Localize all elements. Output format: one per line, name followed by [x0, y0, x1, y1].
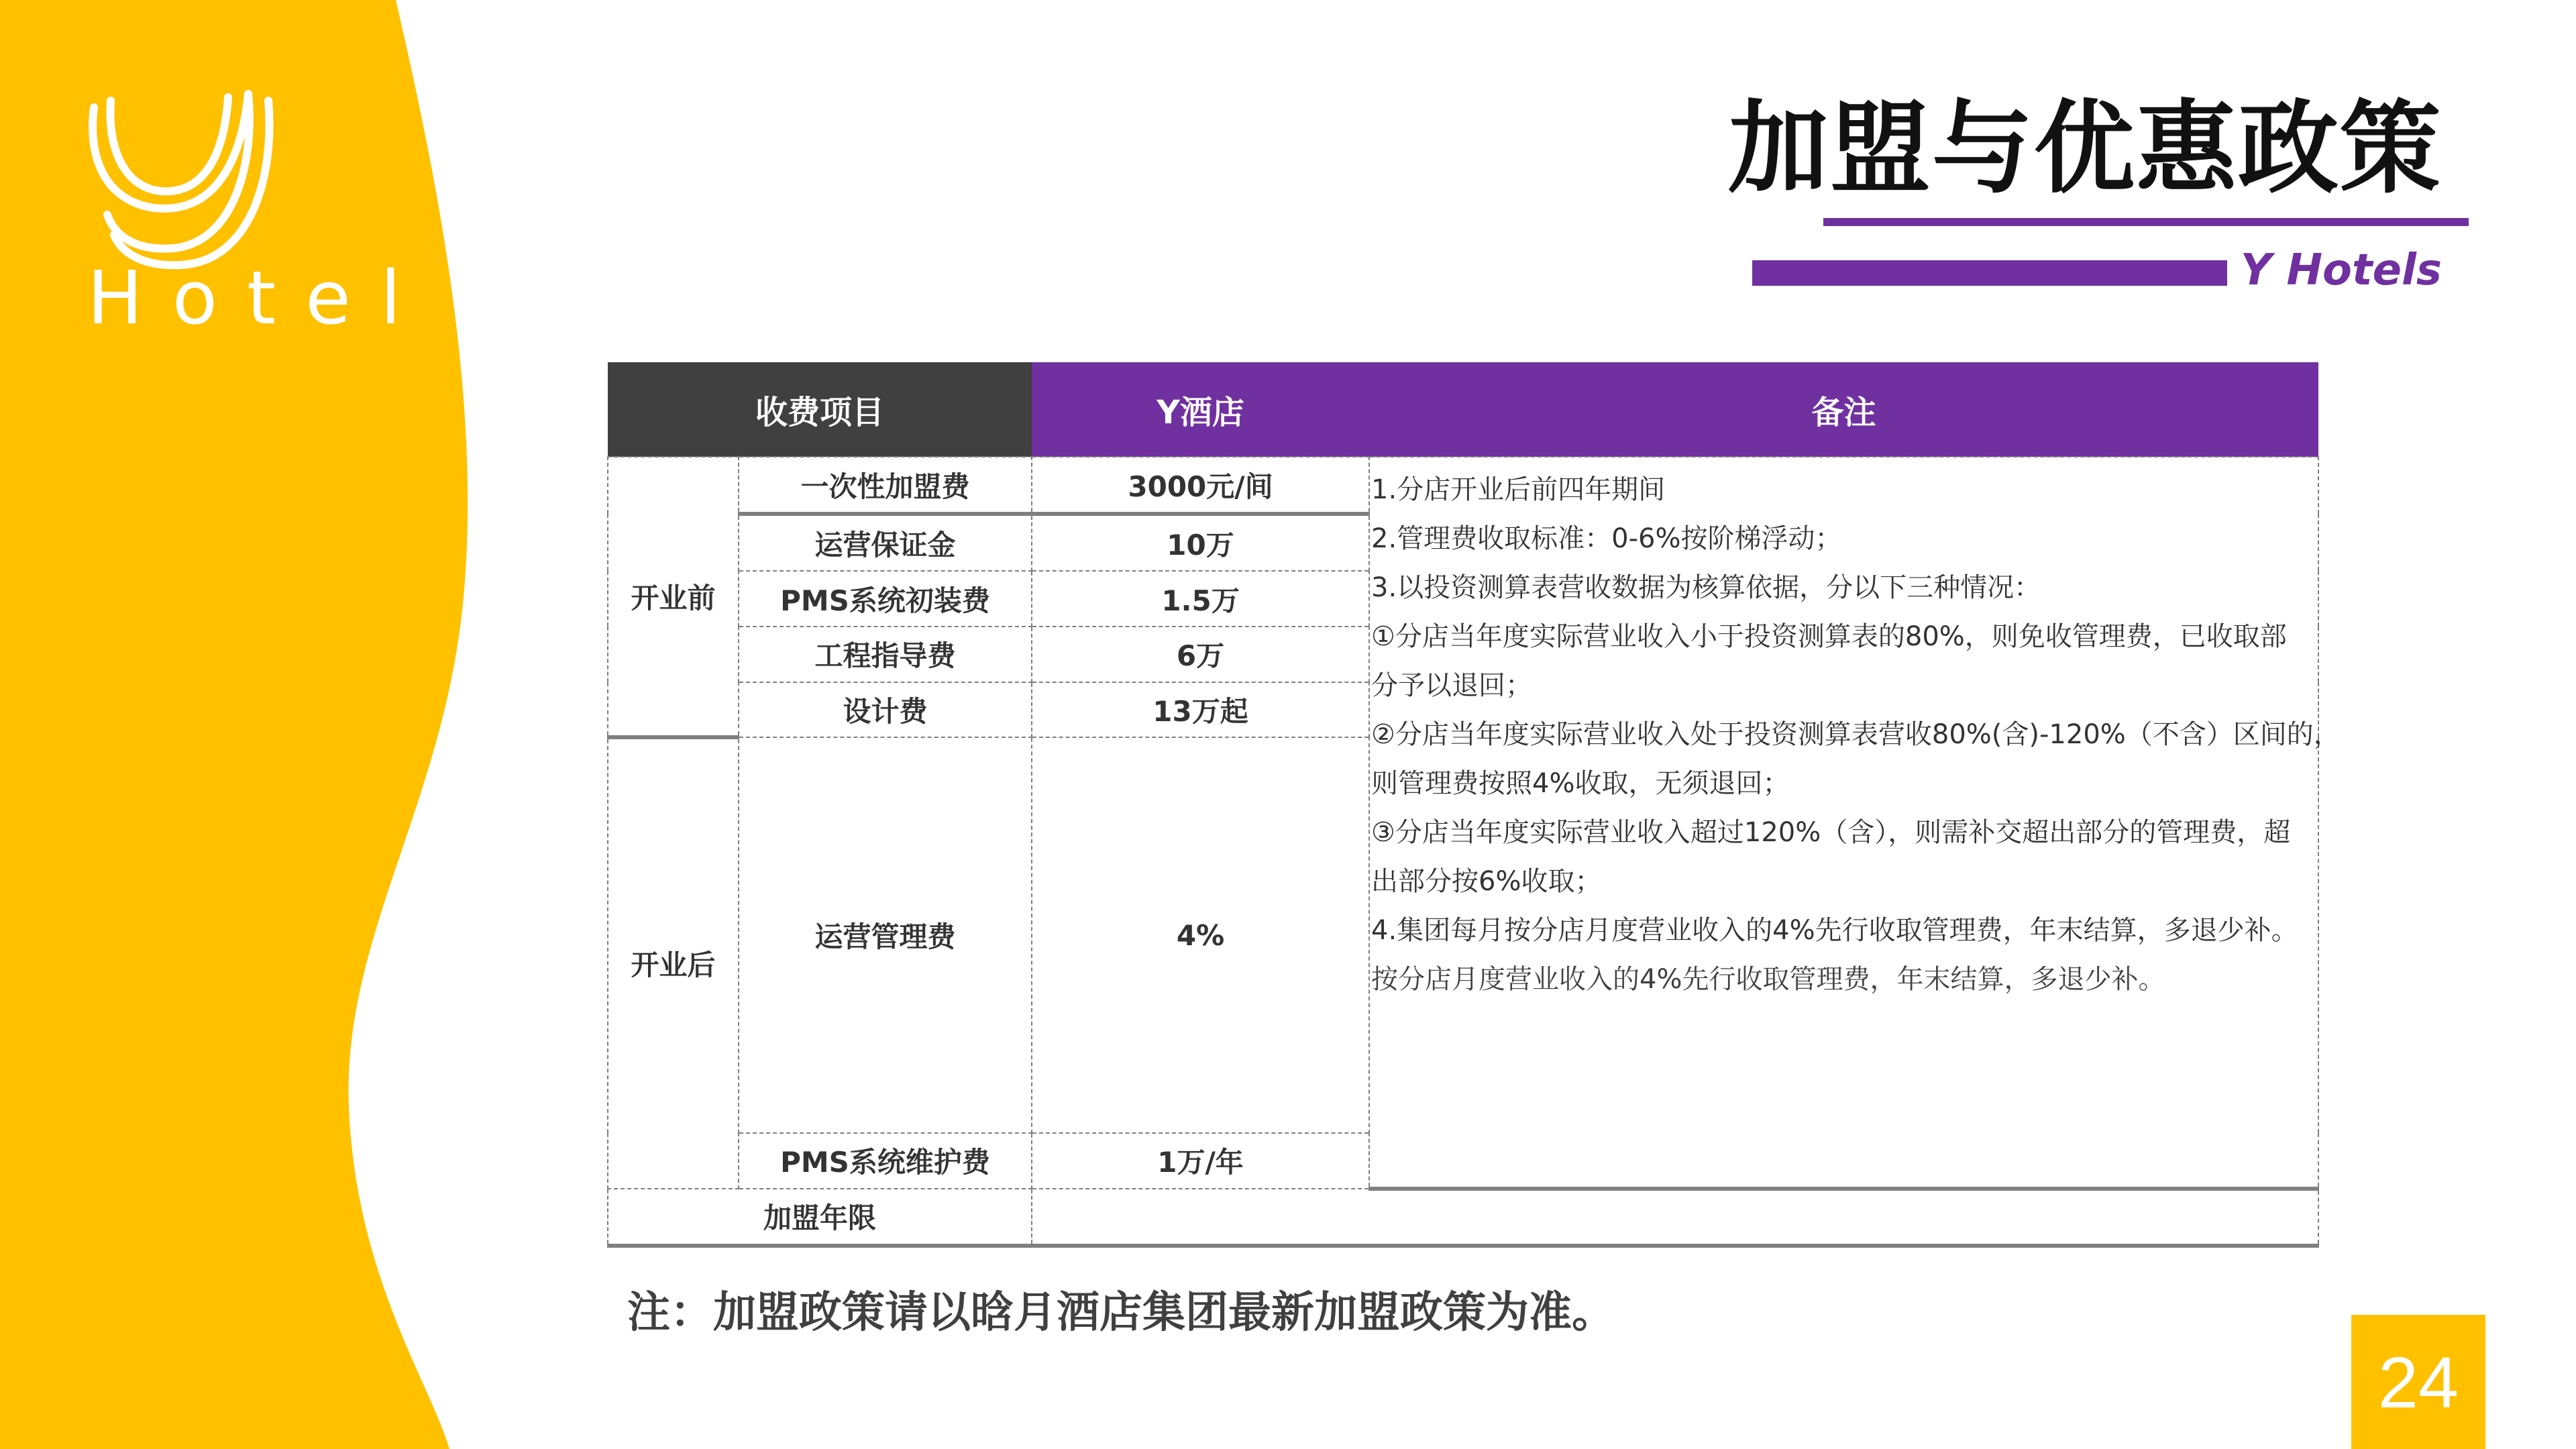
fee-item: 设计费	[739, 682, 1032, 738]
page-number: 24	[2351, 1315, 2485, 1449]
fee-item: 一次性加盟费	[739, 457, 1032, 514]
note-line: 4.集团每月按分店月度营业收入的4%先行收取管理费，年末结算，多退少补。	[1371, 915, 2298, 946]
note-line: 则管理费按照4%收取，无须退回；	[1371, 768, 1790, 799]
note-line: ①分店当年度实际营业收入小于投资测算表的80%，则免收管理费，已收取部	[1371, 621, 2287, 652]
notes-cell	[1369, 457, 2341, 1189]
brand-bar	[1752, 260, 2227, 286]
logo-text: Hotel	[87, 255, 431, 341]
note-line: ②分店当年度实际营业收入处于投资测算表营收80%(含)-120%（不含）区间的，	[1371, 719, 2341, 750]
fee-item: 运营保证金	[739, 514, 1032, 571]
group-label-after-opening: 开业后	[608, 737, 739, 1189]
note-line: 分予以退回；	[1371, 670, 1533, 701]
fee-value: 1万/年	[1032, 1133, 1369, 1189]
note-line: 出部分按6%收取；	[1371, 866, 1602, 897]
header-y-hotel: Y酒店	[1032, 362, 1369, 457]
fee-value: 4%	[1032, 737, 1369, 1133]
note-line: 3.以投资测算表营收数据为核算依据，分以下三种情况：	[1371, 572, 2041, 603]
fee-table	[607, 362, 2341, 1248]
fee-value: 13万起	[1032, 682, 1369, 738]
footnote: 注：加盟政策请以晗月酒店集团最新加盟政策为准。	[627, 1288, 1615, 1338]
fee-item: PMS系统维护费	[739, 1133, 1032, 1189]
brand-tagline: Y Hotels	[2240, 246, 2442, 295]
table-header-row	[608, 362, 2318, 457]
fee-value: 3000元/间	[1032, 457, 1369, 514]
fee-item: 工程指导费	[739, 627, 1032, 682]
fee-value: 1.5万	[1032, 571, 1369, 627]
note-line: 按分店月度营业收入的4%先行收取管理费，年末结算，多退少补。	[1371, 964, 2165, 995]
table-row	[608, 1189, 2318, 1246]
fee-item: 运营管理费	[739, 737, 1032, 1133]
note-line: 1.分店开业后前四年期间	[1371, 474, 1666, 505]
title-underline	[1823, 218, 2469, 226]
fee-value: 10万	[1032, 514, 1369, 571]
page-title: 加盟与优惠政策	[1727, 91, 2442, 207]
note-line: ③分店当年度实际营业收入超过120%（含），则需补交超出部分的管理费，超	[1371, 817, 2291, 848]
header-notes: 备注	[1369, 362, 2318, 457]
header-fee-item: 收费项目	[608, 362, 1032, 457]
group-label-before-opening: 开业前	[608, 457, 739, 737]
franchise-term-value	[1032, 1189, 2318, 1246]
note-line: 2.管理费收取标准：0-6%按阶梯浮动；	[1371, 523, 1842, 554]
franchise-term-label: 加盟年限	[608, 1189, 1032, 1246]
fee-value: 6万	[1032, 627, 1369, 682]
table-row	[608, 457, 2318, 514]
fee-item: PMS系统初装费	[739, 571, 1032, 627]
